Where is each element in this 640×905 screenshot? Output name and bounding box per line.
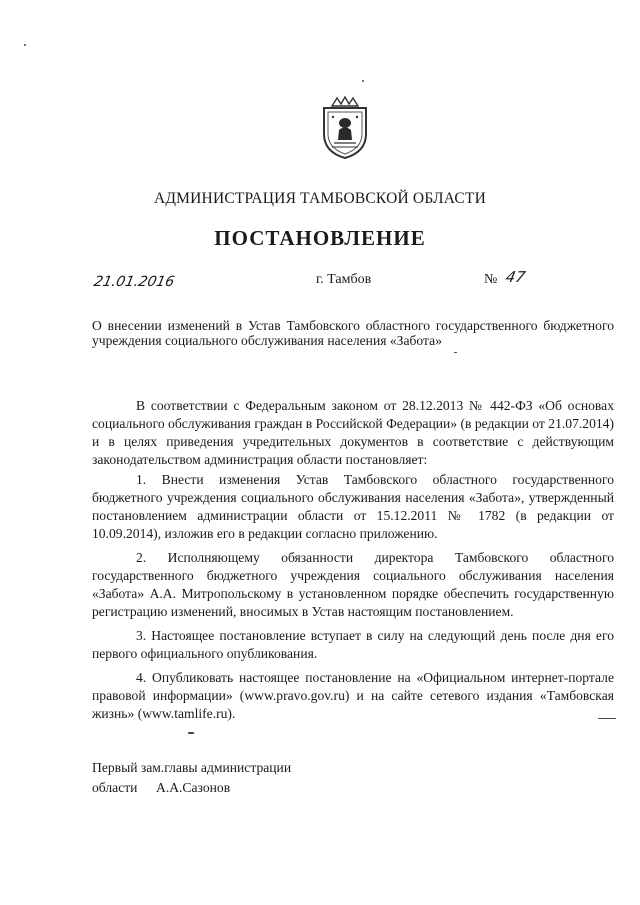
document-body (92, 397, 614, 729)
clause-paragraph-2: 2. Исполняющему обязанности директора Тамбовского областного государственного бюджетного учреждения социального обслуживания населения «Забота» А.А. Митропольскому в установленном порядке обеспечить государственную регистрацию изменений, вносимых в Устав настоящим постановлением. (92, 550, 614, 619)
signatory-region: области (92, 780, 138, 795)
organization-name: АДМИНИСТРАЦИЯ ТАМБОВСКОЙ ОБЛАСТИ (154, 190, 486, 207)
document-date: 21.01.2016 (92, 274, 176, 290)
signatory-name: А.А.Сазонов (156, 780, 231, 795)
coat-of-arms-icon (318, 96, 372, 160)
signatory-position: Первый зам.главы администрации (92, 760, 292, 775)
document-subject: О внесении изменений в Устав Тамбовского областного государственного бюджетного учреждения социального обслуживания населения «Забота» (92, 318, 614, 348)
clause-paragraph-4: 4. Опубликовать настоящее постановление на «Официальном интернет-портале правовой информации» (www.pravo.gov.ru) и на сайте сетевого издания «Тамбовская жизнь» (www.tamlife.ru). (92, 670, 614, 721)
document-number-label: № (484, 272, 498, 287)
scan-speck (598, 718, 616, 719)
clause-paragraph-3: 3. Настоящее постановление вступает в силу на следующий день после дня его первого официального опубликования. (92, 628, 614, 661)
scan-speck (188, 732, 194, 734)
document-city: г. Тамбов (316, 272, 372, 287)
document-type-title: ПОСТАНОВЛЕНИЕ (214, 226, 426, 250)
document-number: 47 (504, 268, 528, 286)
clause-paragraph-1: 1. Внести изменения Устав Тамбовского областного государственного бюджетного учреждения социального обслуживания населения «Забота», утвержденный постановлением администрации области от 15.12.2011 № 1782 (в редакции от 10.09.2014), изложив его в редакции согласно приложению. (92, 472, 614, 541)
scan-speck (362, 80, 364, 82)
preamble-paragraph: В соответствии с Федеральным законом от 28.12.2013 № 442-ФЗ «Об основах социального обслуживания граждан в Российской Федерации» (в редакции от 21.07.2014) и в целях приведения учредительных документов в соответствие с действующим законодательством администрация области постановляет: (92, 398, 614, 467)
scan-speck (454, 352, 457, 353)
scan-speck (24, 44, 26, 46)
